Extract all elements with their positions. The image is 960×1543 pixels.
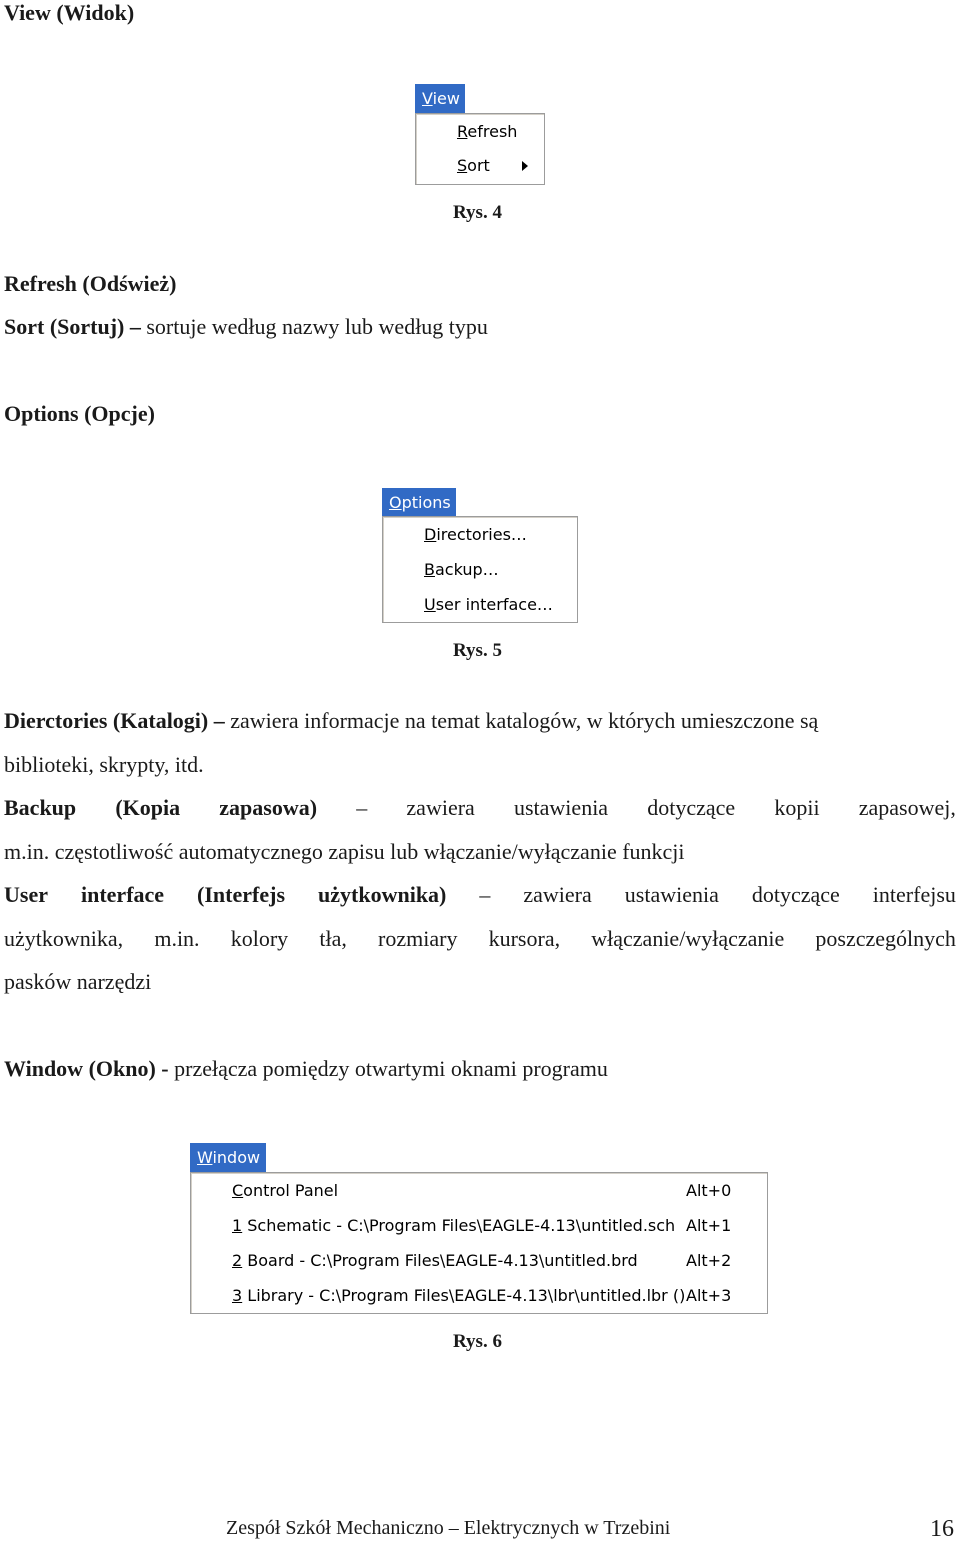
word: (Kopia	[115, 795, 181, 820]
term-directories: Dierctories (Katalogi)	[4, 708, 209, 733]
word: interfejsu	[872, 882, 956, 907]
dash: –	[356, 795, 368, 820]
figure-caption-4: Rys. 4	[453, 202, 502, 223]
term-sort: Sort (Sortuj)	[4, 314, 125, 339]
word: użytkownika,	[4, 926, 124, 951]
window-menu-title-rest: indow	[212, 1148, 261, 1167]
footer-school-name: Zespół Szkół Mechaniczno – Elektrycznych w Trzebini	[226, 1517, 671, 1539]
backup-description-cont: m.in. częstotliwość automatycznego zapisu lub włączanie/wyłączanie funkcji	[4, 839, 685, 864]
user-interface-description	[4, 882, 956, 908]
menu-item-accel: 2	[232, 1251, 243, 1270]
word: kopii	[774, 795, 820, 820]
menu-item-label: ser interface…	[435, 595, 553, 614]
directories-description	[4, 708, 956, 734]
menu-item-label: ackup…	[434, 560, 499, 579]
menu-item-accel: 3	[232, 1286, 243, 1305]
word: zawiera	[406, 795, 475, 820]
term-window: Window (Okno) -	[4, 1056, 169, 1081]
menu-item-control-panel[interactable]	[191, 1174, 767, 1208]
word: ustawienia	[624, 882, 719, 907]
directories-desc-text: zawiera informacje na temat katalogów, w których umieszczone są	[230, 708, 819, 733]
sort-desc-text: sortuje według nazwy lub według typu	[146, 314, 488, 339]
user-interface-description-cont	[4, 926, 956, 952]
term-refresh: Refresh (Odśwież)	[4, 271, 177, 296]
word: zapasowa)	[219, 795, 318, 820]
view-menu-screenshot	[415, 84, 546, 185]
figure-caption-6: Rys. 6	[453, 1331, 502, 1352]
menu-item-shortcut: Alt+1	[686, 1216, 732, 1235]
menu-item-label: ort	[467, 156, 490, 175]
word: użytkownika)	[318, 882, 447, 907]
word: poszczególnych	[815, 926, 956, 951]
page-number: 16	[930, 1516, 954, 1542]
word: dotyczące	[647, 795, 736, 820]
window-menu-dropdown	[190, 1172, 768, 1314]
menu-item-label: Schematic - C:\Program Files\EAGLE-4.13\untitled.sch	[242, 1216, 676, 1235]
word: włączanie/wyłączanie	[591, 926, 785, 951]
menu-item-shortcut: Alt+2	[686, 1251, 732, 1270]
word: rozmiary	[378, 926, 458, 951]
word: (Interfejs	[197, 882, 286, 907]
window-menu-title-accel: W	[197, 1148, 213, 1167]
window-menu-title[interactable]	[190, 1143, 266, 1173]
menu-item-accel: D	[424, 525, 437, 544]
menu-item-schematic[interactable]	[191, 1209, 767, 1243]
view-menu-dropdown	[415, 113, 545, 185]
menu-item-accel: 1	[232, 1216, 243, 1235]
directories-description-cont: biblioteki, skrypty, itd.	[4, 752, 204, 777]
word: zawiera	[523, 882, 592, 907]
menu-item-shortcut: Alt+0	[686, 1181, 732, 1200]
menu-item-refresh[interactable]	[416, 115, 544, 149]
menu-item-label: Board - C:\Program Files\EAGLE-4.13\untitled.brd	[242, 1251, 638, 1270]
window-menu-screenshot	[190, 1143, 769, 1314]
word: kursora,	[488, 926, 561, 951]
word: kolory	[230, 926, 289, 951]
menu-item-backup[interactable]	[383, 553, 577, 587]
refresh-description	[4, 271, 956, 297]
section-heading-options: Options (Opcje)	[4, 401, 155, 426]
view-menu-title-rest: iew	[432, 89, 460, 108]
menu-item-accel: U	[424, 595, 436, 614]
section-heading-view: View (Widok)	[4, 0, 135, 25]
sort-description	[4, 314, 956, 340]
options-menu-title-rest: ptions	[401, 493, 451, 512]
word: zapasowej,	[858, 795, 956, 820]
window-desc-text: przełącza pomiędzy otwartymi oknami programu	[174, 1056, 608, 1081]
menu-item-accel: C	[232, 1181, 244, 1200]
backup-description	[4, 795, 956, 821]
options-menu-dropdown	[382, 516, 578, 623]
window-description	[4, 1056, 956, 1082]
word: dotyczące	[751, 882, 840, 907]
word: interface	[80, 882, 165, 907]
menu-item-accel: S	[457, 156, 468, 175]
menu-item-label: Library - C:\Program Files\EAGLE-4.13\lbr\untitled.lbr ()	[242, 1286, 686, 1305]
menu-item-label: irectories…	[436, 525, 527, 544]
menu-item-label: efresh	[467, 122, 518, 141]
menu-item-label: ontrol Panel	[243, 1181, 339, 1200]
menu-item-accel: R	[457, 122, 468, 141]
view-menu-title[interactable]	[415, 84, 465, 114]
word: m.in.	[154, 926, 200, 951]
menu-item-library[interactable]	[191, 1279, 767, 1313]
options-menu-title-accel: O	[389, 493, 402, 512]
user-interface-description-end: pasków narzędzi	[4, 969, 152, 994]
dash: –	[213, 708, 225, 733]
dash: –	[129, 314, 141, 339]
menu-item-accel: B	[424, 560, 435, 579]
word: tła,	[319, 926, 347, 951]
view-menu-title-accel: V	[422, 89, 433, 108]
menu-item-board[interactable]	[191, 1244, 767, 1278]
menu-item-shortcut: Alt+3	[686, 1286, 732, 1305]
word: Backup	[4, 795, 77, 820]
dash: –	[479, 882, 491, 907]
options-menu-screenshot	[382, 488, 579, 623]
options-menu-title[interactable]	[382, 488, 456, 518]
word: ustawienia	[513, 795, 609, 820]
figure-caption-5: Rys. 5	[453, 640, 502, 661]
menu-item-sort[interactable]	[416, 149, 544, 183]
menu-item-directories[interactable]	[383, 518, 577, 552]
submenu-arrow-icon	[522, 161, 528, 171]
menu-item-user-interface[interactable]	[383, 588, 577, 622]
word: User	[4, 882, 48, 907]
